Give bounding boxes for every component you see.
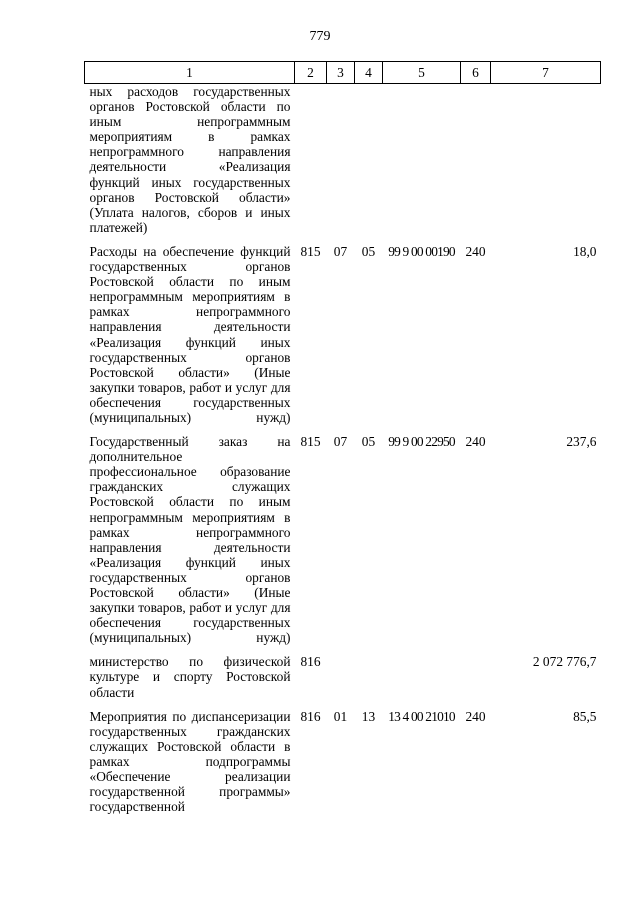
subsection-code [355, 645, 383, 699]
page-number: 779 [309, 29, 331, 44]
target-article-code: 99 9 00 00190 [388, 243, 455, 259]
column-header: 4 [355, 62, 383, 84]
expense-type-code: 240 [465, 708, 486, 724]
ministry-code: 815 [300, 243, 321, 259]
ministry-code: 815 [300, 434, 321, 450]
amount: 18,0 [573, 243, 597, 259]
row-description: ных расходов государственных органов Ростовской области по иным непрограммным мероприятиям в рамках непрограммного направления деятельности «Реализация функций иных государственных органов Ростовской области» (Уплата налогов, сборов и иных платежей) [89, 84, 291, 235]
table-header-row [85, 62, 601, 84]
expense-type-code: 240 [465, 434, 486, 450]
budget-table [84, 61, 601, 814]
row-description: министерство по физической культуре и спорту Ростовской области [89, 654, 291, 700]
section-code: 07 [333, 243, 348, 259]
ministry-code: 816 [300, 654, 321, 670]
subsection-code: 05 [361, 434, 376, 450]
subsection-code: 05 [361, 243, 376, 259]
row-description: Государственный заказ на дополнительное профессиональное образование гражданских служащих Ростовской области по иным непрограммным мероприятиям в рамках непрограммного направления деятельности «Реализация функций иных государственных органов Ростовской области» (Иные закупки товаров, работ и услуг для обеспечения государственных (муниципальных) нужд) [89, 434, 291, 646]
column-header: 3 [327, 62, 355, 84]
table-row [85, 700, 601, 815]
amount [491, 84, 601, 235]
section-code [327, 84, 355, 235]
expense-type-code: 240 [465, 243, 486, 259]
target-article-code: 13 4 00 21010 [388, 708, 455, 724]
row-description: Расходы на обеспечение функций государственных органов Ростовской области по иным непрограммным мероприятиям в рамках непрограммного направления деятельности «Реализация функций иных государственных органов Ростовской области» (Иные закупки товаров, работ и услуг для обеспечения государственных (муниципальных) нужд) [89, 243, 291, 425]
target-article-code: 99 9 00 22950 [388, 434, 455, 450]
table-row [85, 235, 601, 425]
expense-type-code [461, 645, 491, 699]
section-code: 01 [333, 708, 348, 724]
subsection-code [355, 84, 383, 235]
section-code [327, 645, 355, 699]
subsection-code: 13 [361, 708, 376, 724]
ministry-code: 816 [300, 708, 321, 724]
column-header: 6 [461, 62, 491, 84]
row-description: Мероприятия по диспансеризации государственных гражданских служащих Ростовской области в рамках подпрограммы «Обеспечение реализации государственной программы» государственной [89, 708, 291, 815]
ministry-code [295, 84, 327, 235]
table-row [85, 84, 601, 235]
table-row [85, 645, 601, 699]
target-article-code [383, 645, 461, 699]
target-article-code [383, 84, 461, 235]
section-code: 07 [333, 434, 348, 450]
column-header: 7 [491, 62, 601, 84]
column-header: 1 [85, 62, 295, 84]
amount: 237,6 [566, 434, 597, 450]
column-header: 5 [383, 62, 461, 84]
amount: 2 072 776,7 [532, 654, 597, 670]
expense-type-code [461, 84, 491, 235]
table-row [85, 425, 601, 645]
amount: 85,5 [573, 708, 597, 724]
column-header: 2 [295, 62, 327, 84]
